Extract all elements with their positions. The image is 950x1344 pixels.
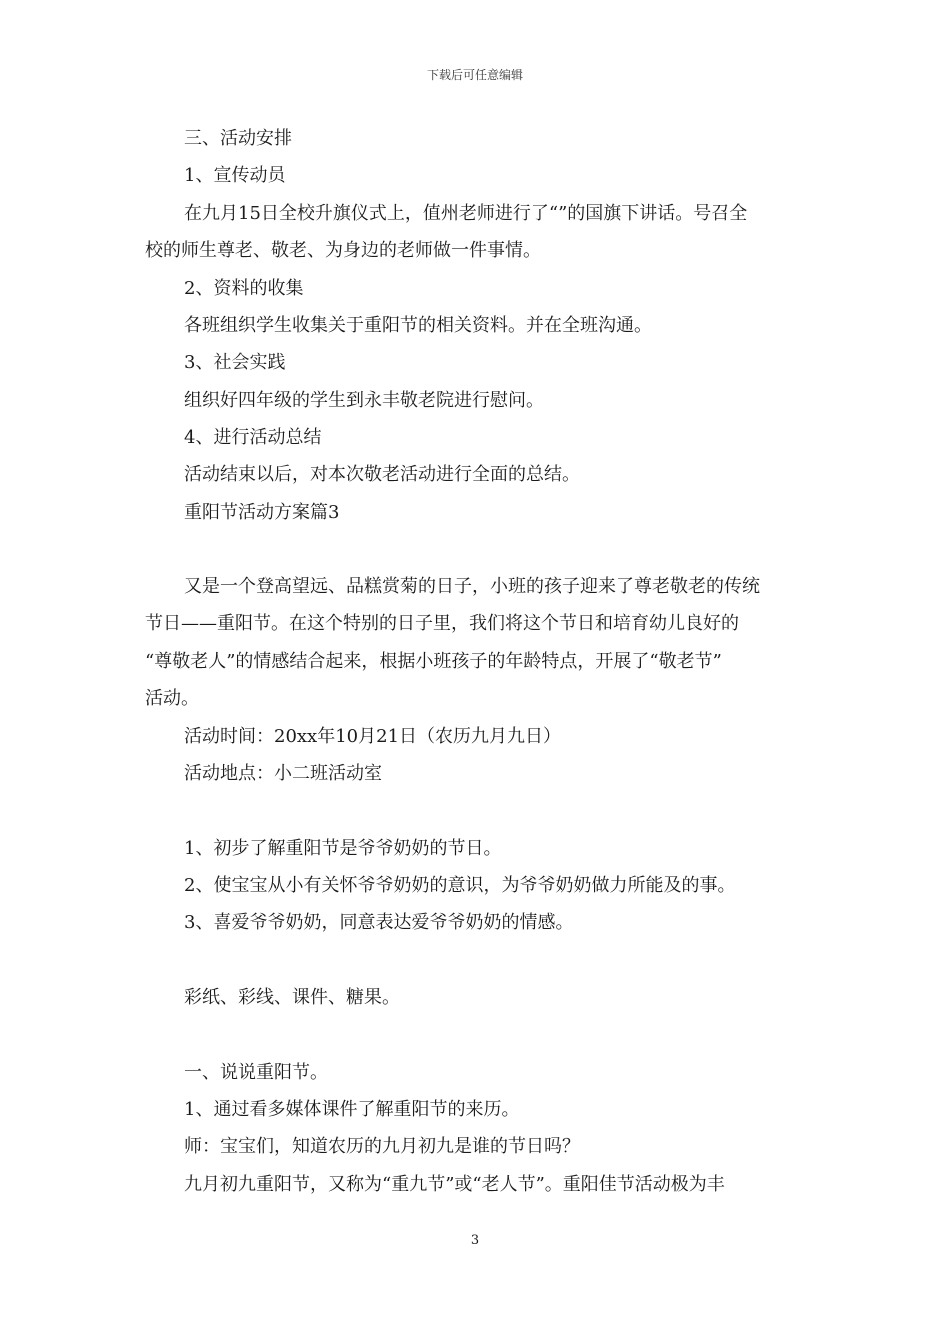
paragraph-line: 节日——重阳节。在这个特别的日子里，我们将这个节日和培育幼儿良好的 (145, 613, 739, 634)
activity-time: 活动时间：20xx年10月21日（农历九月九日） (184, 726, 562, 747)
paragraph-line: 活动结束以后，对本次敬老活动进行全面的总结。 (184, 464, 580, 485)
section-title: 三、活动安排 (184, 128, 292, 149)
process-step: 1、通过看多媒体课件了解重阳节的来历。 (184, 1099, 520, 1120)
teacher-question: 师：宝宝们，知道农历的九月初九是谁的节日吗？ (184, 1136, 580, 1157)
materials-line: 彩纸、彩线、课件、糖果。 (184, 987, 400, 1008)
goal-item: 2、使宝宝从小有关怀爷爷奶奶的意识，为爷爷奶奶做力所能及的事。 (184, 875, 736, 896)
process-title: 一、说说重阳节。 (184, 1062, 328, 1083)
paragraph-line: 又是一个登高望远、品糕赏菊的日子，小班的孩子迎来了尊老敬老的传统 (184, 576, 760, 597)
page-number: 3 (470, 1233, 480, 1248)
paragraph-line: 组织好四年级的学生到永丰敬老院进行慰问。 (184, 390, 544, 411)
activity-place: 活动地点：小二班活动室 (184, 763, 382, 784)
paragraph-line: 各班组织学生收集关于重阳节的相关资料。并在全班沟通。 (184, 315, 652, 336)
step-title: 2、资料的收集 (184, 278, 304, 299)
paragraph-line: 九月初九重阳节，又称为“重九节”或“老人节”。重阳佳节活动极为丰 (184, 1174, 725, 1195)
step-title: 4、进行活动总结 (184, 427, 322, 448)
page-header: 下载后可任意编辑 (426, 68, 523, 82)
step-title: 1、宣传动员 (184, 165, 286, 186)
paragraph-line: “尊敬老人”的情感结合起来，根据小班孩子的年龄特点，开展了“敬老节” (145, 651, 722, 672)
paragraph-line: 校的师生尊老、敬老、为身边的老师做一件事情。 (145, 240, 541, 261)
step-title: 3、社会实践 (184, 352, 286, 373)
paragraph-line: 活动。 (145, 688, 199, 709)
plan-title: 重阳节活动方案篇3 (184, 502, 340, 523)
paragraph-line: 在九月15日全校升旗仪式上，值州老师进行了“”的国旗下讲话。号召全 (184, 203, 748, 224)
goal-item: 3、喜爱爷爷奶奶，同意表达爱爷爷奶奶的情感。 (184, 912, 574, 933)
goal-item: 1、初步了解重阳节是爷爷奶奶的节日。 (184, 838, 502, 859)
